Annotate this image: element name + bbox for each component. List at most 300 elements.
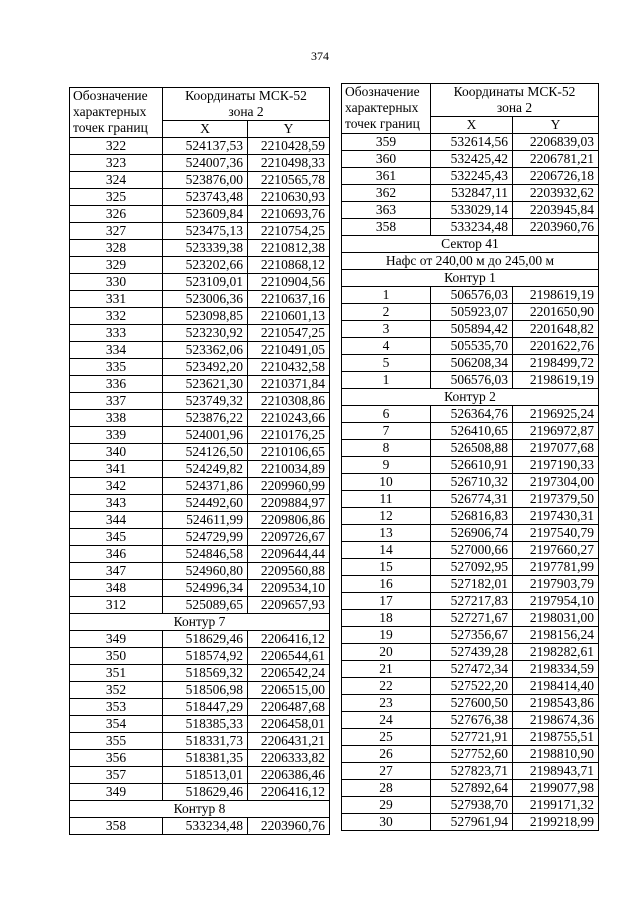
table-row [342,372,599,389]
point-number: 312 [70,597,163,614]
point-number: 335 [70,359,163,376]
y-value: 2206839,03 [513,134,599,151]
table-row [70,733,330,750]
y-value: 2201622,76 [513,338,599,355]
y-value: 2197954,10 [513,593,599,610]
x-value: 524249,82 [163,461,248,478]
section-row [342,389,599,406]
table-row [70,410,330,427]
y-value: 2198674,36 [513,712,599,729]
x-header: X [431,117,513,134]
table-row [342,678,599,695]
x-value: 523876,00 [163,172,248,189]
table-row [70,342,330,359]
point-number: 343 [70,495,163,512]
table-row [70,393,330,410]
section-row [342,253,599,270]
y-value: 2210491,05 [248,342,330,359]
x-value: 523743,48 [163,189,248,206]
y-value: 2209644,44 [248,546,330,563]
point-number: 344 [70,512,163,529]
point-number: 353 [70,699,163,716]
coordinates-table-left [69,87,330,835]
y-value: 2206333,82 [248,750,330,767]
y-value: 2210308,86 [248,393,330,410]
point-label-line: характерных [73,104,147,119]
y-value: 2198414,40 [513,678,599,695]
point-number: 26 [342,746,431,763]
point-number: 15 [342,559,431,576]
table-row [70,631,330,648]
point-number: 342 [70,478,163,495]
point-number: 352 [70,682,163,699]
point-label-line: характерных [345,100,419,115]
point-number: 14 [342,542,431,559]
y-value: 2203932,62 [513,185,599,202]
y-value: 2210565,78 [248,172,330,189]
table-row [342,219,599,236]
x-value: 527600,50 [431,695,513,712]
point-number: 25 [342,729,431,746]
y-value: 2209884,97 [248,495,330,512]
table-row [70,325,330,342]
x-value: 527000,66 [431,542,513,559]
point-number: 21 [342,661,431,678]
y-value: 2197077,68 [513,440,599,457]
point-number: 357 [70,767,163,784]
point-number: 24 [342,712,431,729]
point-label-header [70,88,163,138]
x-value: 523876,22 [163,410,248,427]
table-row [70,461,330,478]
point-number: 330 [70,274,163,291]
x-value: 523749,32 [163,393,248,410]
point-label-line: точек границ [345,116,420,131]
x-value: 505923,07 [431,304,513,321]
x-value: 518447,29 [163,699,248,716]
y-value: 2198619,19 [513,372,599,389]
y-value: 2209806,86 [248,512,330,529]
y-value: 2203960,76 [248,818,330,835]
point-number: 329 [70,257,163,274]
y-value: 2206544,61 [248,648,330,665]
table-row [342,525,599,542]
point-number: 358 [70,818,163,835]
point-number: 347 [70,563,163,580]
x-value: 524846,58 [163,546,248,563]
point-number: 7 [342,423,431,440]
point-number: 10 [342,474,431,491]
table-row [342,644,599,661]
point-number: 355 [70,733,163,750]
table-row [70,512,330,529]
coordinates-header-line: Координаты МСК-52 [185,88,307,103]
table-row [342,814,599,831]
point-number: 29 [342,797,431,814]
x-value: 523006,36 [163,291,248,308]
x-header: X [163,121,248,138]
table-row [70,206,330,223]
y-value: 2210754,25 [248,223,330,240]
point-number: 361 [342,168,431,185]
point-number: 12 [342,508,431,525]
x-value: 527752,60 [431,746,513,763]
coordinates-table-right [341,83,599,831]
y-value: 2209960,99 [248,478,330,495]
x-value: 532614,56 [431,134,513,151]
point-number: 20 [342,644,431,661]
y-value: 2196925,24 [513,406,599,423]
x-value: 524611,99 [163,512,248,529]
point-number: 22 [342,678,431,695]
section-row [342,270,599,287]
table-row [342,780,599,797]
table-row [342,729,599,746]
table-row [342,746,599,763]
table-row [342,797,599,814]
x-value: 527217,83 [431,593,513,610]
y-value: 2210904,56 [248,274,330,291]
x-value: 524007,36 [163,155,248,172]
table-row [70,699,330,716]
table-row [70,240,330,257]
right-table-body [342,134,599,831]
coordinates-header-line: зона 2 [228,104,264,119]
point-number: 346 [70,546,163,563]
point-number: 18 [342,610,431,627]
point-number: 354 [70,716,163,733]
table-row [70,648,330,665]
y-value: 2210498,33 [248,155,330,172]
y-value: 2210034,89 [248,461,330,478]
x-value: 532245,43 [431,168,513,185]
table-row [70,189,330,206]
y-value: 2209657,93 [248,597,330,614]
y-value: 2199218,99 [513,814,599,831]
y-value: 2198619,19 [513,287,599,304]
table-row [70,546,330,563]
table-row [342,440,599,457]
table-row [342,321,599,338]
x-value: 524492,60 [163,495,248,512]
x-value: 525089,65 [163,597,248,614]
x-value: 518381,35 [163,750,248,767]
x-value: 527676,38 [431,712,513,729]
point-number: 11 [342,491,431,508]
x-value: 518569,32 [163,665,248,682]
x-value: 526774,31 [431,491,513,508]
x-value: 524960,80 [163,563,248,580]
coordinates-header-line: зона 2 [496,100,533,115]
table-row [342,151,599,168]
point-number: 9 [342,457,431,474]
x-value: 527823,71 [431,763,513,780]
y-value: 2210106,65 [248,444,330,461]
table-row [70,257,330,274]
table-row [70,597,330,614]
y-value: 2197781,99 [513,559,599,576]
point-number: 358 [342,219,431,236]
y-value: 2210243,66 [248,410,330,427]
y-value: 2198543,86 [513,695,599,712]
table-row [70,784,330,801]
y-value: 2206542,24 [248,665,330,682]
table-row [342,423,599,440]
x-value: 527182,01 [431,576,513,593]
point-number: 326 [70,206,163,223]
table-row [342,610,599,627]
section-row [70,801,330,818]
table-row [70,750,330,767]
x-value: 527938,70 [431,797,513,814]
table-row [342,661,599,678]
point-number: 356 [70,750,163,767]
x-value: 524001,96 [163,427,248,444]
y-value: 2197379,50 [513,491,599,508]
point-label-header [342,84,431,134]
x-value: 523609,84 [163,206,248,223]
x-value: 523098,85 [163,308,248,325]
table-row [342,474,599,491]
x-value: 518385,33 [163,716,248,733]
point-number: 1 [342,287,431,304]
x-value: 526906,74 [431,525,513,542]
left-table-body [70,138,330,835]
y-value: 2203945,84 [513,202,599,219]
table-row [70,223,330,240]
table-row [342,627,599,644]
x-value: 533029,14 [431,202,513,219]
section-label: Контур 1 [342,270,599,287]
y-value: 2198156,24 [513,627,599,644]
point-number: 325 [70,189,163,206]
table-row [342,712,599,729]
x-value: 526816,83 [431,508,513,525]
table-row [70,529,330,546]
point-number: 1 [342,372,431,389]
y-value: 2197190,33 [513,457,599,474]
point-label-line: точек границ [73,120,148,135]
table-row [70,359,330,376]
point-number: 4 [342,338,431,355]
y-value: 2206726,18 [513,168,599,185]
point-number: 349 [70,784,163,801]
y-value: 2206781,21 [513,151,599,168]
point-label-line: Обозначение [73,88,148,103]
x-value: 526610,91 [431,457,513,474]
x-value: 533234,48 [431,219,513,236]
x-value: 524729,99 [163,529,248,546]
y-value: 2209726,67 [248,529,330,546]
table-row [342,542,599,559]
table-row [342,508,599,525]
point-number: 8 [342,440,431,457]
y-value: 2197430,31 [513,508,599,525]
x-value: 523362,06 [163,342,248,359]
table-row [70,155,330,172]
table-row [70,716,330,733]
coordinates-header-line: Координаты МСК-52 [453,84,576,99]
x-value: 527472,34 [431,661,513,678]
x-value: 527522,20 [431,678,513,695]
x-value: 506208,34 [431,355,513,372]
y-value: 2206416,12 [248,784,330,801]
table-row [70,478,330,495]
table-row [342,304,599,321]
x-value: 523339,38 [163,240,248,257]
table-row [70,665,330,682]
y-value: 2198334,59 [513,661,599,678]
x-value: 532847,11 [431,185,513,202]
x-value: 518513,01 [163,767,248,784]
y-value: 2201650,90 [513,304,599,321]
table-row [342,593,599,610]
section-label: Сектор 41 [342,236,599,253]
table-row [342,202,599,219]
point-number: 360 [342,151,431,168]
x-value: 523230,92 [163,325,248,342]
table-row [342,355,599,372]
x-value: 524137,53 [163,138,248,155]
table-row [342,168,599,185]
point-number: 336 [70,376,163,393]
table-row [70,172,330,189]
x-value: 532425,42 [431,151,513,168]
x-value: 527356,67 [431,627,513,644]
table-row [342,559,599,576]
point-number: 13 [342,525,431,542]
y-header: Y [513,117,599,134]
table-row [342,406,599,423]
table-row [70,376,330,393]
y-value: 2196972,87 [513,423,599,440]
x-value: 527961,94 [431,814,513,831]
section-label: Нафс от 240,00 м до 245,00 м [342,253,599,270]
table-row [342,576,599,593]
table-row [342,134,599,151]
point-number: 363 [342,202,431,219]
table-row [70,563,330,580]
y-value: 2206515,00 [248,682,330,699]
point-number: 327 [70,223,163,240]
x-value: 526508,88 [431,440,513,457]
x-value: 505535,70 [431,338,513,355]
point-number: 349 [70,631,163,648]
point-number: 340 [70,444,163,461]
section-label: Контур 7 [70,614,330,631]
table-row [70,427,330,444]
table-row [70,682,330,699]
x-value: 524126,50 [163,444,248,461]
y-value: 2206416,12 [248,631,330,648]
table-row [342,185,599,202]
x-value: 523492,20 [163,359,248,376]
x-value: 526364,76 [431,406,513,423]
y-value: 2210432,58 [248,359,330,376]
y-value: 2198943,71 [513,763,599,780]
point-number: 333 [70,325,163,342]
table-row [70,138,330,155]
y-value: 2206458,01 [248,716,330,733]
y-value: 2197903,79 [513,576,599,593]
y-value: 2206487,68 [248,699,330,716]
point-number: 351 [70,665,163,682]
table-row [70,580,330,597]
x-value: 527439,28 [431,644,513,661]
point-number: 19 [342,627,431,644]
table-row [70,818,330,835]
y-value: 2198810,90 [513,746,599,763]
x-value: 523475,13 [163,223,248,240]
x-value: 526710,32 [431,474,513,491]
x-value: 518331,73 [163,733,248,750]
x-value: 527092,95 [431,559,513,576]
point-number: 328 [70,240,163,257]
y-value: 2198755,51 [513,729,599,746]
point-number: 331 [70,291,163,308]
x-value: 518629,46 [163,631,248,648]
point-number: 16 [342,576,431,593]
x-value: 524996,34 [163,580,248,597]
y-value: 2210176,25 [248,427,330,444]
y-value: 2198499,72 [513,355,599,372]
y-value: 2206431,21 [248,733,330,750]
x-value: 506576,03 [431,287,513,304]
y-value: 2210371,84 [248,376,330,393]
point-number: 17 [342,593,431,610]
y-value: 2209534,10 [248,580,330,597]
point-label-line: Обозначение [345,84,420,99]
x-value: 518574,92 [163,648,248,665]
table-row [342,287,599,304]
y-value: 2210428,59 [248,138,330,155]
y-value: 2197304,00 [513,474,599,491]
x-value: 523109,01 [163,274,248,291]
section-label: Контур 8 [70,801,330,818]
table-row [342,338,599,355]
y-value: 2210868,12 [248,257,330,274]
y-value: 2210547,25 [248,325,330,342]
section-label: Контур 2 [342,389,599,406]
point-number: 359 [342,134,431,151]
point-number: 362 [342,185,431,202]
y-value: 2209560,88 [248,563,330,580]
point-number: 337 [70,393,163,410]
y-value: 2197540,79 [513,525,599,542]
section-row [342,236,599,253]
x-value: 527892,64 [431,780,513,797]
point-number: 3 [342,321,431,338]
y-value: 2210601,13 [248,308,330,325]
table-row [70,767,330,784]
section-row [70,614,330,631]
point-number: 332 [70,308,163,325]
y-value: 2210812,38 [248,240,330,257]
table-row [70,495,330,512]
point-number: 334 [70,342,163,359]
table-row [342,695,599,712]
point-number: 23 [342,695,431,712]
point-number: 324 [70,172,163,189]
point-number: 6 [342,406,431,423]
point-number: 27 [342,763,431,780]
y-value: 2201648,82 [513,321,599,338]
page-number: 374 [311,49,329,63]
table-row [342,491,599,508]
table-row [342,457,599,474]
point-number: 338 [70,410,163,427]
y-value: 2197660,27 [513,542,599,559]
